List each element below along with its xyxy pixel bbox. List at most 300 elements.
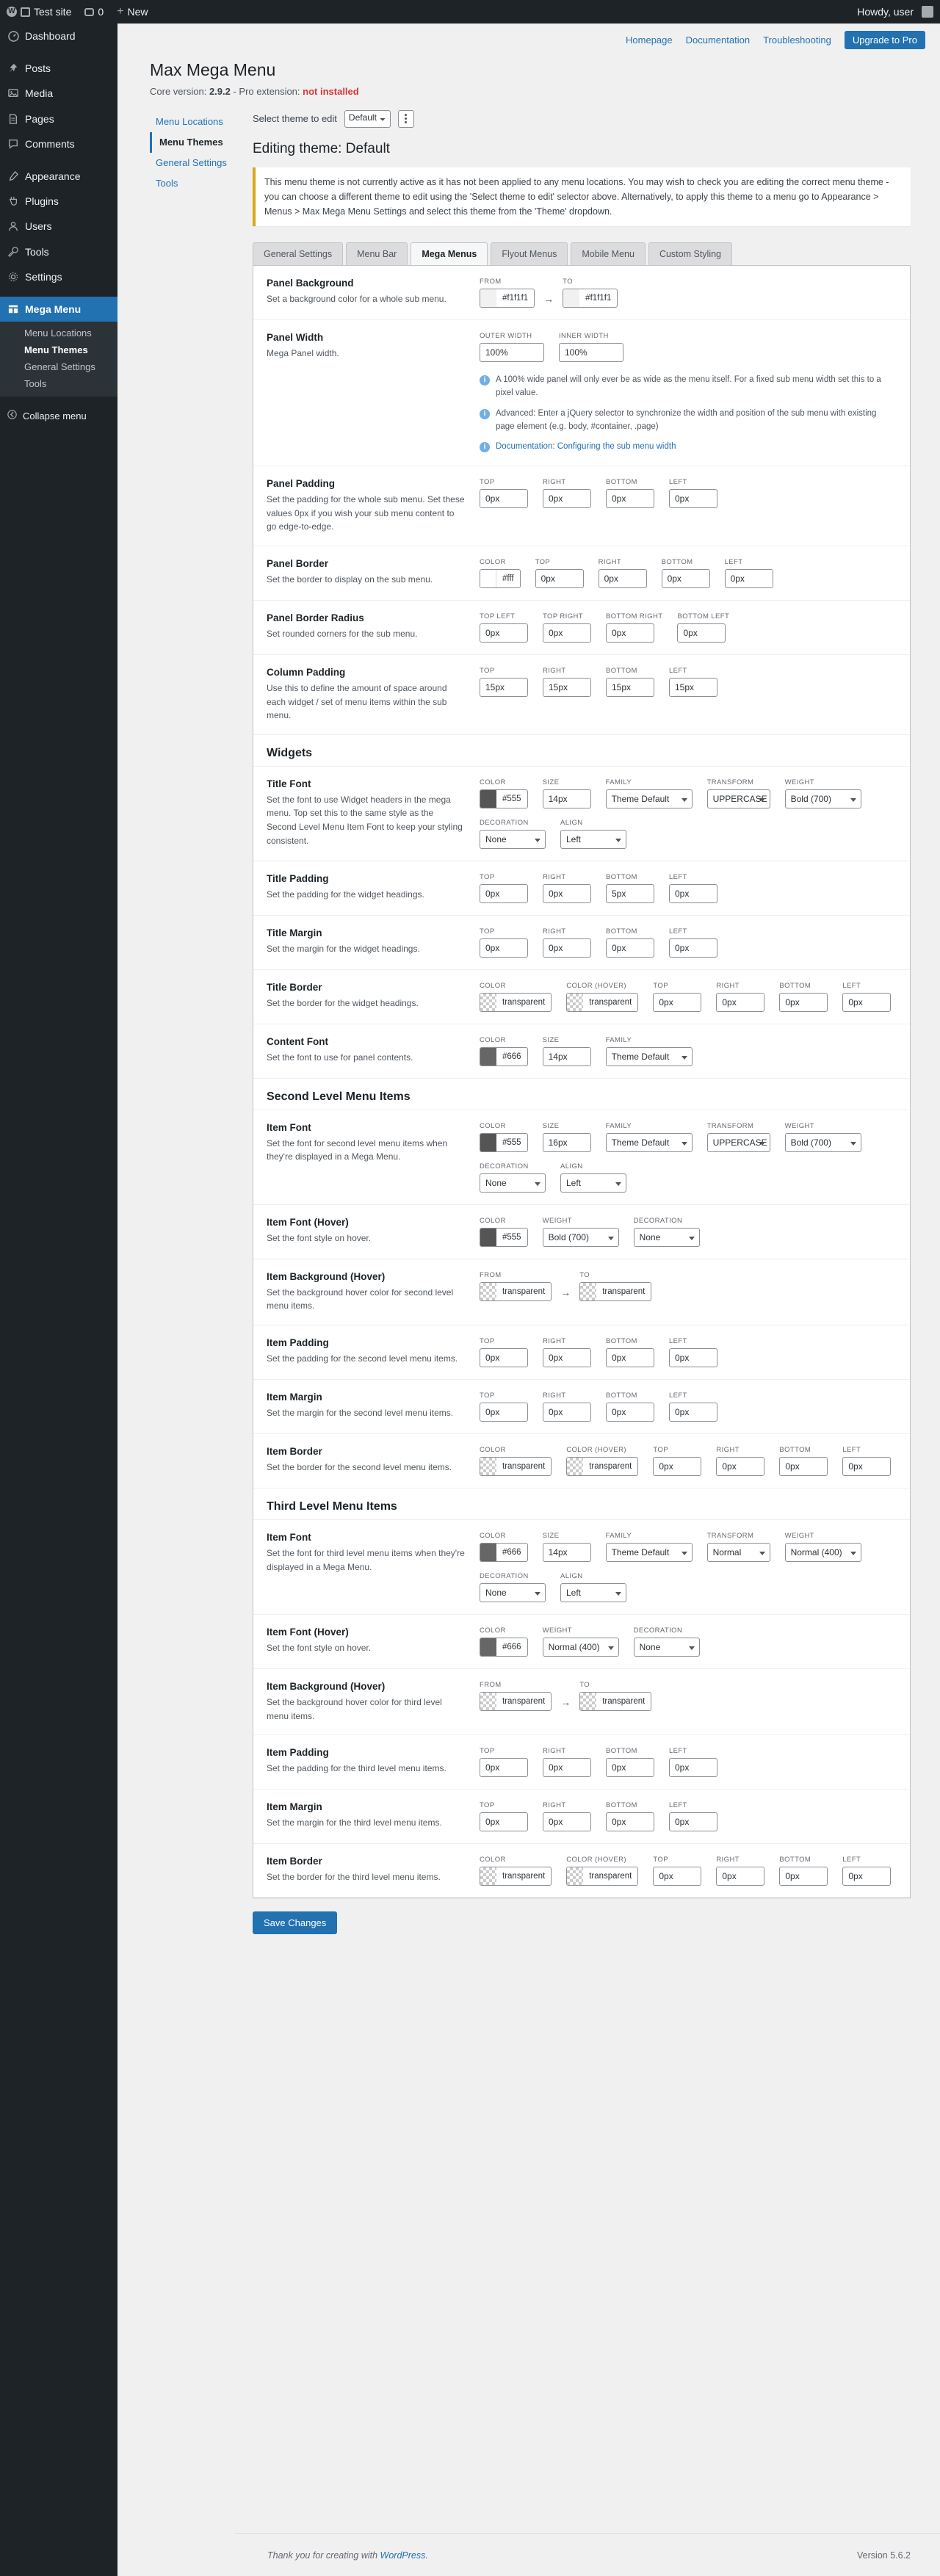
field-label: FROM xyxy=(480,278,502,286)
title-border-top-input[interactable]: 0px xyxy=(653,993,701,1012)
tab-flyout-menus[interactable]: Flyout Menus xyxy=(491,242,568,265)
title-border-right-input[interactable]: 0px xyxy=(716,993,764,1012)
field-item-font-hover-color xyxy=(480,1217,528,1247)
sidebar-item-comments[interactable] xyxy=(0,131,118,156)
border-left-input[interactable]: 0px xyxy=(725,569,773,588)
setting-title: Item Background (Hover) xyxy=(267,1680,386,1692)
home-icon xyxy=(21,7,30,17)
color-picker[interactable] xyxy=(480,993,552,1012)
megamenu-icon xyxy=(7,303,19,315)
wordpress-logo-icon[interactable] xyxy=(7,7,17,17)
column-padding-top-input[interactable]: 15px xyxy=(480,678,528,697)
outer-width-input[interactable]: 100% xyxy=(480,343,544,362)
field-label: RIGHT xyxy=(543,1391,566,1400)
item-margin-right-input[interactable]: 0px xyxy=(543,1403,591,1422)
field-label: RIGHT xyxy=(543,666,566,675)
field-label: LEFT xyxy=(842,1445,861,1454)
item-font-align-select[interactable]: Left xyxy=(560,1583,626,1602)
field-label: OUTER WIDTH xyxy=(480,332,532,341)
field-item-font-color xyxy=(480,1532,528,1562)
link-troubleshooting[interactable]: Troubleshooting xyxy=(763,35,831,46)
title-font-family-select[interactable]: Theme Default xyxy=(606,789,693,808)
item-font-decoration-select[interactable]: None xyxy=(480,1173,546,1193)
field-label: SIZE xyxy=(542,778,560,786)
item-padding-right-input[interactable]: 0px xyxy=(543,1348,591,1367)
field-title-border-right xyxy=(716,982,764,1012)
save-changes-button[interactable]: Save Changes xyxy=(253,1911,337,1934)
info-icon: i xyxy=(480,409,490,419)
field-label: FAMILY xyxy=(605,778,632,786)
field-title-font-color xyxy=(480,778,528,808)
field-title-font-decoration xyxy=(480,819,546,849)
admin-sidebar xyxy=(0,23,118,2576)
sidebar-item-tools[interactable] xyxy=(0,239,118,264)
item-margin-top-input[interactable]: 0px xyxy=(480,1403,528,1422)
color-value: #fff xyxy=(502,574,514,583)
setting-description: Set the font to use Widget headers in the mega menu. Top set this to the same style as the Second Level Menu Item Font to keep your styling consistent. xyxy=(267,794,463,846)
field-label: BOTTOM xyxy=(779,1445,811,1454)
color-picker[interactable] xyxy=(579,1692,651,1711)
column-padding-right-input[interactable]: 15px xyxy=(543,678,591,697)
padding-right-input[interactable]: 0px xyxy=(543,489,591,508)
field-item-font-weight xyxy=(785,1532,861,1562)
item-font-size-input[interactable]: 16px xyxy=(543,1133,591,1152)
subnav-item-menu-locations[interactable]: Menu Locations xyxy=(156,115,223,127)
field-label: COLOR xyxy=(480,1445,506,1454)
column-padding-bottom-input[interactable]: 15px xyxy=(606,678,654,697)
title-font-decoration-select[interactable]: None xyxy=(480,830,546,849)
setting-item-font-hover-third-level xyxy=(253,1615,910,1669)
field-padding-right xyxy=(543,478,591,508)
color-swatch xyxy=(567,994,583,1011)
item-border-bottom-input[interactable]: 0px xyxy=(779,1867,828,1886)
field-label: DECORATION xyxy=(480,1571,529,1580)
field-item-font-hover-color xyxy=(480,1627,528,1657)
field-label: FAMILY xyxy=(605,1035,632,1044)
title-font-size-input[interactable]: 14px xyxy=(543,789,591,808)
item-font-hover-weight-select[interactable]: Normal (400) xyxy=(543,1638,619,1657)
field-label: BOTTOM xyxy=(606,1801,637,1810)
item-margin-top-input[interactable]: 0px xyxy=(480,1812,528,1831)
title-padding-right-input[interactable]: 0px xyxy=(543,884,591,903)
item-padding-bottom-input[interactable]: 0px xyxy=(606,1758,654,1777)
field-item-border-right xyxy=(716,1446,764,1476)
setting-panel-border xyxy=(253,546,910,601)
item-margin-left-input[interactable]: 0px xyxy=(669,1403,717,1422)
item-padding-left-input[interactable]: 0px xyxy=(669,1348,717,1367)
field-item-padding-right xyxy=(543,1747,591,1777)
avatar xyxy=(922,6,933,18)
radius-bottom-left-input[interactable]: 0px xyxy=(677,623,726,643)
tools-icon xyxy=(7,246,19,258)
field-label: BOTTOM RIGHT xyxy=(606,612,663,621)
sidebar-item-plugins[interactable] xyxy=(0,189,118,214)
sidebar-subitem-tools[interactable] xyxy=(0,375,118,392)
setting-item-border-second-level xyxy=(253,1434,910,1488)
color-picker[interactable] xyxy=(566,1457,638,1476)
field-label: BOTTOM xyxy=(606,666,637,675)
field-item-margin-right xyxy=(543,1392,591,1422)
title-margin-right-input[interactable]: 0px xyxy=(543,938,591,958)
item-font-decoration-select[interactable]: None xyxy=(480,1583,546,1602)
plus-icon: + xyxy=(117,5,124,18)
color-picker[interactable] xyxy=(563,289,618,308)
sidebar-subitem-label: Tools xyxy=(24,378,47,390)
field-label: BOTTOM xyxy=(606,1336,637,1345)
sidebar-item-label: Posts xyxy=(25,62,51,75)
setting-description: Set the border for the second level menu items. xyxy=(267,1461,452,1472)
item-border-right-input[interactable]: 0px xyxy=(716,1457,764,1476)
field-item-bg-hover-from xyxy=(480,1271,552,1301)
item-font-transform-select[interactable]: UPPERCASE xyxy=(707,1133,770,1152)
field-label: BOTTOM xyxy=(779,981,811,990)
color-picker[interactable] xyxy=(480,569,521,588)
collapse-menu-button[interactable] xyxy=(0,404,118,427)
tab-custom-styling[interactable]: Custom Styling xyxy=(648,242,732,265)
sidebar-item-dashboard[interactable] xyxy=(0,23,118,48)
title-border-left-input[interactable]: 0px xyxy=(842,993,891,1012)
field-item-font-decoration xyxy=(480,1162,546,1193)
setting-item-background-hover-third-level xyxy=(253,1669,910,1735)
setting-description: Set the font style on hover. xyxy=(267,1232,372,1243)
color-picker[interactable] xyxy=(579,1282,651,1301)
field-label: COLOR (HOVER) xyxy=(566,1856,626,1864)
title-font-transform-select[interactable]: UPPERCASE xyxy=(707,789,770,808)
field-item-border-bottom xyxy=(779,1446,828,1476)
color-picker[interactable] xyxy=(480,1282,552,1301)
color-value: #666 xyxy=(502,1642,521,1651)
color-picker[interactable] xyxy=(566,1867,638,1886)
setting-description: Set the font to use for panel contents. xyxy=(267,1052,413,1063)
field-label: SIZE xyxy=(542,1035,560,1044)
field-label: TRANSFORM xyxy=(706,1531,754,1540)
setting-description: Set the padding for the third level menu items. xyxy=(267,1763,446,1774)
admin-bar xyxy=(0,0,940,23)
item-border-left-input[interactable]: 0px xyxy=(842,1867,891,1886)
tab-mobile-menu[interactable]: Mobile Menu xyxy=(571,242,646,265)
field-label: DECORATION xyxy=(633,1626,683,1635)
item-font-weight-select[interactable]: Bold (700) xyxy=(785,1133,861,1152)
color-picker[interactable] xyxy=(480,1457,552,1476)
field-title-border-color-hover xyxy=(566,982,638,1012)
field-item-border-left xyxy=(842,1446,891,1476)
admin-bar-account[interactable] xyxy=(850,0,940,23)
inner-width-input[interactable]: 100% xyxy=(559,343,623,362)
pro-extension-value: not installed xyxy=(303,85,359,97)
field-label: COLOR xyxy=(480,1216,506,1225)
field-label: RIGHT xyxy=(716,1856,740,1864)
item-padding-top-input[interactable]: 0px xyxy=(480,1348,528,1367)
sidebar-item-posts[interactable] xyxy=(0,56,118,81)
item-margin-bottom-input[interactable]: 0px xyxy=(606,1403,654,1422)
field-inner-width xyxy=(559,332,623,362)
field-padding-top xyxy=(480,478,528,508)
setting-title: Panel Background xyxy=(267,278,354,289)
color-swatch xyxy=(480,1544,496,1561)
item-margin-left-input[interactable]: 0px xyxy=(669,1812,717,1831)
field-label: TOP xyxy=(653,981,668,990)
title-font-weight-select[interactable]: Bold (700) xyxy=(785,789,861,808)
field-title-border-top xyxy=(653,982,701,1012)
item-font-align-select[interactable]: Left xyxy=(560,1173,626,1193)
color-swatch xyxy=(480,1458,496,1475)
item-border-top-input[interactable]: 0px xyxy=(653,1867,701,1886)
field-item-font-size xyxy=(543,1532,591,1562)
admin-bar-new[interactable] xyxy=(110,0,154,23)
color-picker[interactable] xyxy=(480,1692,552,1711)
padding-top-input[interactable]: 0px xyxy=(480,489,528,508)
field-label: TOP xyxy=(480,478,495,487)
panel-width-info-3[interactable] xyxy=(480,441,897,454)
padding-bottom-input[interactable]: 0px xyxy=(606,489,654,508)
field-item-margin-bottom xyxy=(606,1801,654,1831)
sidebar-item-label: Media xyxy=(25,87,54,100)
field-label: BOTTOM LEFT xyxy=(677,612,730,621)
footer-thanks-suffix: . xyxy=(425,2550,428,2561)
field-item-padding-top xyxy=(480,1747,528,1777)
color-swatch xyxy=(480,1638,496,1656)
title-border-bottom-input[interactable]: 0px xyxy=(779,993,828,1012)
content-font-family-select[interactable]: Theme Default xyxy=(606,1047,693,1066)
sidebar-item-label: Plugins xyxy=(25,195,59,208)
title-margin-left-input[interactable]: 0px xyxy=(669,938,717,958)
field-item-margin-right xyxy=(543,1801,591,1831)
sidebar-subitem-menu-themes[interactable] xyxy=(0,341,118,358)
subnav-item-tools[interactable]: Tools xyxy=(156,178,178,189)
subnav-item-general-settings[interactable]: General Settings xyxy=(156,157,227,169)
upgrade-to-pro-button[interactable]: Upgrade to Pro xyxy=(845,31,925,49)
subnav-item-menu-themes[interactable]: Menu Themes xyxy=(150,132,238,153)
color-value: transparent xyxy=(502,1696,546,1706)
field-item-margin-top xyxy=(480,1392,528,1422)
item-padding-left-input[interactable]: 0px xyxy=(669,1758,717,1777)
tab-mega-menus[interactable]: Mega Menus xyxy=(411,242,488,265)
field-border-color xyxy=(480,558,521,588)
item-border-bottom-input[interactable]: 0px xyxy=(779,1457,828,1476)
setting-description: Use this to define the amount of space around each widget / set of menu items within the sub menu. xyxy=(267,682,447,721)
field-title-border-left xyxy=(842,982,891,1012)
color-picker[interactable] xyxy=(566,993,638,1012)
field-label: TOP xyxy=(480,1801,495,1810)
title-padding-left-input[interactable]: 0px xyxy=(669,884,717,903)
color-picker[interactable] xyxy=(480,1228,528,1247)
field-border-right xyxy=(599,558,647,588)
color-picker[interactable] xyxy=(480,789,528,808)
field-item-margin-left xyxy=(669,1392,717,1422)
field-label: RIGHT xyxy=(543,1336,566,1345)
field-item-padding-top xyxy=(480,1337,528,1367)
field-title-margin-top xyxy=(480,927,528,958)
tab-menu-bar[interactable]: Menu Bar xyxy=(346,242,408,265)
documentation-link[interactable]: Documentation: Configuring the sub menu width xyxy=(496,442,676,452)
sidebar-item-mega-menu[interactable] xyxy=(0,297,118,322)
site-name: Test site xyxy=(34,6,72,18)
color-value: #555 xyxy=(502,1232,521,1242)
collapse-icon xyxy=(7,410,17,422)
setting-description: Set the padding for the widget headings. xyxy=(267,889,424,900)
field-item-font-size xyxy=(543,1122,591,1152)
sidebar-subitem-label: Menu Locations xyxy=(24,328,92,339)
radius-top-left-input[interactable]: 0px xyxy=(480,623,528,643)
item-border-left-input[interactable]: 0px xyxy=(842,1457,891,1476)
link-homepage[interactable]: Homepage xyxy=(626,35,673,46)
footer-thanks xyxy=(267,2550,428,2561)
theme-inactive-notice: This menu theme is not currently active as it has not been applied to any menu locations. You may wish to check you are editing the correct menu theme - you can choose a different theme to edit using the 'Select theme to edit' selector above. Alternatively, to apply this theme to a menu go to Appearance > Menus > Max Mega Menu Settings and select this theme from the 'Theme' dropdown. xyxy=(253,167,911,226)
editing-theme-heading: Editing theme: Default xyxy=(253,140,390,156)
field-label: SIZE xyxy=(542,1121,560,1130)
item-font-family-select[interactable]: Theme Default xyxy=(606,1543,693,1562)
sidebar-item-users[interactable] xyxy=(0,214,118,239)
field-label: BOTTOM xyxy=(661,557,693,566)
field-title-font-family xyxy=(606,778,693,808)
field-radius-top-right xyxy=(543,612,591,643)
core-version-label: Core version: xyxy=(150,85,207,97)
field-label: RIGHT xyxy=(543,1747,566,1756)
setting-description: Set the background hover color for third level menu items. xyxy=(267,1696,442,1721)
field-label: RIGHT xyxy=(716,1445,740,1454)
setting-description: Set the margin for the third level menu items. xyxy=(267,1817,442,1828)
field-item-font-decoration xyxy=(480,1572,546,1602)
item-margin-right-input[interactable]: 0px xyxy=(543,1812,591,1831)
field-padding-bottom xyxy=(606,478,654,508)
setting-description: Set the background hover color for second level menu items. xyxy=(267,1287,454,1311)
field-border-bottom xyxy=(662,558,710,588)
item-font-transform-select[interactable]: Normal xyxy=(707,1543,770,1562)
color-value: transparent xyxy=(589,997,632,1007)
color-swatch xyxy=(480,570,496,587)
sidebar-subitem-general-settings[interactable] xyxy=(0,358,118,375)
sidebar-item-pages[interactable] xyxy=(0,106,118,131)
field-label: TOP xyxy=(480,1391,495,1400)
field-title-font-transform xyxy=(707,778,770,808)
color-value: transparent xyxy=(502,1287,546,1296)
theme-select-row xyxy=(253,110,911,128)
item-border-right-input[interactable]: 0px xyxy=(716,1867,764,1886)
color-picker[interactable] xyxy=(480,1133,528,1152)
padding-left-input[interactable]: 0px xyxy=(669,489,717,508)
admin-bar-comments[interactable] xyxy=(78,0,110,23)
title-padding-bottom-input[interactable]: 5px xyxy=(606,884,654,903)
field-panel-background-from xyxy=(480,278,535,308)
title-margin-top-input[interactable]: 0px xyxy=(480,938,528,958)
item-font-hover-decoration-select[interactable]: None xyxy=(634,1228,700,1247)
field-item-border-left xyxy=(842,1856,891,1886)
color-value: #f1f1f1 xyxy=(502,294,529,303)
field-label: TOP xyxy=(653,1856,668,1864)
item-font-hover-decoration-select[interactable]: None xyxy=(634,1638,700,1657)
content-font-size-input[interactable]: 14px xyxy=(543,1047,591,1066)
color-swatch xyxy=(480,1693,496,1710)
wordpress-link[interactable]: WordPress xyxy=(380,2550,426,2561)
field-content-font-family xyxy=(606,1036,693,1066)
setting-item-font-third-level xyxy=(253,1520,910,1615)
field-label: FROM xyxy=(480,1680,502,1689)
setting-title: Item Margin xyxy=(267,1801,322,1813)
item-font-hover-weight-select[interactable]: Bold (700) xyxy=(543,1228,619,1247)
color-picker[interactable] xyxy=(480,1543,528,1562)
howdy-label: Howdy, user xyxy=(857,6,914,18)
title-margin-bottom-input[interactable]: 0px xyxy=(606,938,654,958)
field-item-padding-left xyxy=(669,1337,717,1367)
theme-select-dropdown[interactable]: Default xyxy=(344,110,391,128)
item-font-size-input[interactable]: 14px xyxy=(543,1543,591,1562)
admin-bar-site[interactable] xyxy=(0,0,78,23)
sidebar-item-settings[interactable] xyxy=(0,264,118,289)
field-column-padding-right xyxy=(543,667,591,697)
item-padding-right-input[interactable]: 0px xyxy=(543,1758,591,1777)
setting-title: Item Font xyxy=(267,1121,311,1133)
title-padding-top-input[interactable]: 0px xyxy=(480,884,528,903)
color-value: transparent xyxy=(602,1287,646,1296)
info-icon: i xyxy=(480,442,490,452)
item-margin-bottom-input[interactable]: 0px xyxy=(606,1812,654,1831)
setting-description: Set rounded corners for the sub menu. xyxy=(267,628,418,639)
field-label: COLOR (HOVER) xyxy=(566,1445,626,1454)
link-documentation[interactable]: Documentation xyxy=(685,35,751,46)
item-border-top-input[interactable]: 0px xyxy=(653,1457,701,1476)
item-padding-bottom-input[interactable]: 0px xyxy=(606,1348,654,1367)
color-swatch xyxy=(480,1283,496,1300)
collapse-menu-label: Collapse menu xyxy=(23,410,87,422)
color-value: transparent xyxy=(502,1872,546,1881)
radius-bottom-right-input[interactable]: 0px xyxy=(606,623,654,643)
color-picker[interactable] xyxy=(480,1047,528,1066)
column-padding-left-input[interactable]: 15px xyxy=(669,678,717,697)
title-font-align-select[interactable]: Left xyxy=(560,830,626,849)
field-label: LEFT xyxy=(724,557,743,566)
setting-title: Title Border xyxy=(267,981,322,993)
field-label: FROM xyxy=(480,1270,502,1279)
sidebar-item-appearance[interactable] xyxy=(0,164,118,189)
color-value: #f1f1f1 xyxy=(585,294,612,303)
color-picker[interactable] xyxy=(480,1638,528,1657)
setting-item-background-hover-second-level xyxy=(253,1259,910,1325)
color-picker[interactable] xyxy=(480,1867,552,1886)
color-picker[interactable] xyxy=(480,289,535,308)
field-label: TOP xyxy=(480,872,495,881)
setting-title: Panel Padding xyxy=(267,478,336,490)
setting-description: Set the margin for the second level menu items. xyxy=(267,1407,454,1418)
border-bottom-input[interactable]: 0px xyxy=(662,569,710,588)
info-icon: i xyxy=(480,375,490,386)
field-label: TOP xyxy=(480,666,495,675)
setting-panel-padding xyxy=(253,466,910,546)
border-right-input[interactable]: 0px xyxy=(599,569,647,588)
field-title-margin-bottom xyxy=(606,927,654,958)
field-item-font-weight xyxy=(785,1122,861,1152)
setting-panel-border-radius xyxy=(253,601,910,655)
tab-general-settings[interactable]: General Settings xyxy=(253,242,343,265)
color-value: #555 xyxy=(502,1137,521,1147)
item-font-family-select[interactable]: Theme Default xyxy=(606,1133,693,1152)
field-item-font-transform xyxy=(707,1532,770,1562)
color-swatch xyxy=(480,289,496,307)
field-label: WEIGHT xyxy=(542,1626,572,1635)
more-actions-button[interactable] xyxy=(398,110,414,128)
color-swatch xyxy=(563,289,579,307)
field-column-padding-top xyxy=(480,667,528,697)
sidebar-item-media[interactable] xyxy=(0,81,118,106)
sidebar-subitem-menu-locations[interactable] xyxy=(0,325,118,341)
field-item-border-color xyxy=(480,1856,552,1886)
border-top-input[interactable]: 0px xyxy=(535,569,584,588)
item-padding-top-input[interactable]: 0px xyxy=(480,1758,528,1777)
field-label: COLOR xyxy=(480,981,506,990)
radius-top-right-input[interactable]: 0px xyxy=(543,623,591,643)
gear-icon xyxy=(7,271,19,283)
item-font-weight-select[interactable]: Normal (400) xyxy=(785,1543,861,1562)
color-value: #666 xyxy=(502,1547,521,1557)
